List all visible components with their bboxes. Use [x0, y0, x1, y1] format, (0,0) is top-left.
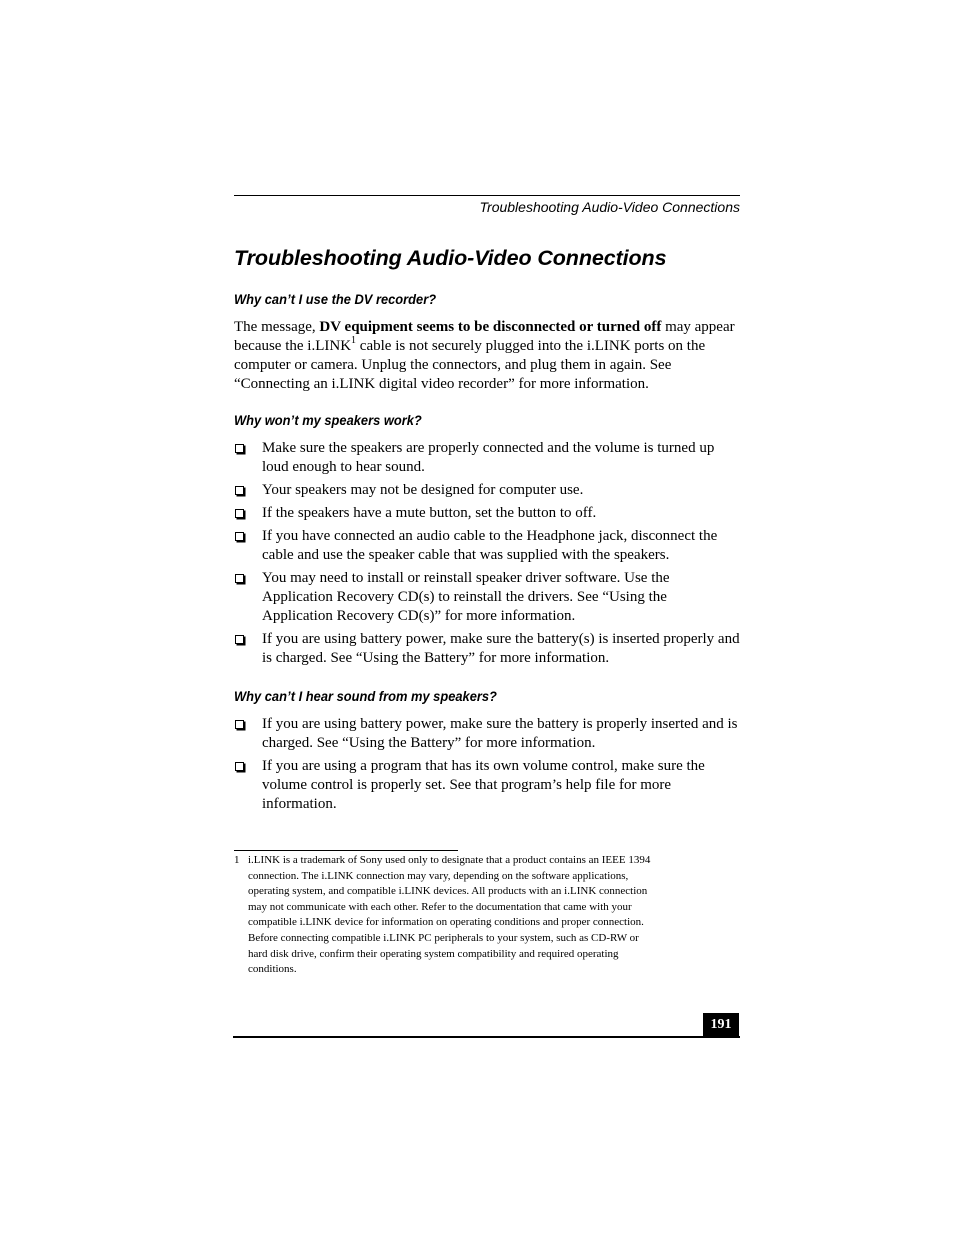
footnote-line: i.LINK is a trademark of Sony used only to designate that a product contains an IEEE 1394 — [248, 854, 651, 866]
paragraph-text-middle: may appear because the i.LINK — [234, 319, 735, 354]
running-header: Troubleshooting Audio-Video Connections — [479, 199, 740, 215]
checkbox-bullet-icon — [235, 509, 244, 518]
hear-sound-list — [234, 715, 740, 818]
page-number: 191 — [703, 1013, 739, 1037]
list-item: If you are using battery power, make sure the battery is properly inserted and is charged. See “Using the Battery” for more information. — [234, 715, 740, 753]
footnote — [234, 853, 714, 978]
checkbox-bullet-icon — [235, 486, 244, 495]
footnote-line: hard disk drive, confirm their operating system compatibility and required operating — [248, 947, 619, 960]
footnote-rule — [234, 850, 458, 851]
header-rule — [234, 195, 740, 196]
footnote-line: Before connecting compatible i.LINK PC peripherals to your system, such as CD-RW or — [248, 931, 639, 944]
dv-recorder-paragraph — [234, 318, 740, 394]
list-item: If you are using battery power, make sure the battery(s) is inserted properly and is charged. See “Using the Battery” for more information. — [234, 630, 740, 668]
footnote-text — [248, 853, 714, 978]
checkbox-bullet-icon — [235, 574, 244, 583]
footnote-line: connection. The i.LINK connection may vary, depending on the software applications, — [248, 869, 629, 882]
section-heading-hear-sound: Why can’t I hear sound from my speakers? — [234, 688, 497, 704]
list-item: You may need to install or reinstall speaker driver software. Use the Application Recovery CD(s) to reinstall the drivers. See “Using the Application Recovery CD(s)” for more information. — [234, 569, 740, 626]
page-title: Troubleshooting Audio-Video Connections — [234, 246, 667, 270]
checkbox-bullet-icon — [235, 762, 244, 771]
list-item: If you have connected an audio cable to the Headphone jack, disconnect the cable and use the speaker cable that was supplied with the speakers. — [234, 527, 740, 565]
footnote-line: may not communicate with each other. Refer to the documentation that came with your — [248, 900, 632, 913]
speakers-work-list — [234, 439, 740, 672]
checkbox-bullet-icon — [235, 720, 244, 729]
footnote-number: 1 — [234, 854, 240, 866]
list-item: Make sure the speakers are properly connected and the volume is turned up loud enough to hear sound. — [234, 439, 740, 477]
footnote-line: compatible i.LINK device for information on operating conditions and proper connection. — [248, 916, 644, 929]
section-heading-dv-recorder: Why can’t I use the DV recorder? — [234, 291, 437, 307]
paragraph-text-before: The message, — [234, 319, 320, 335]
footnote-line: conditions. — [248, 963, 297, 976]
list-item: Your speakers may not be designed for computer use. — [234, 481, 740, 500]
list-item: If you are using a program that has its own volume control, make sure the volume control is properly set. See that program’s help file for more information. — [234, 757, 740, 814]
checkbox-bullet-icon — [235, 444, 244, 453]
footnote-line: operating system, and compatible i.LINK devices. All products with an i.LINK connection — [248, 885, 648, 898]
list-item: If the speakers have a mute button, set the button to off. — [234, 504, 740, 523]
footnote-reference: 1 — [351, 335, 357, 346]
paragraph-text-after: cable is not securely plugged into the i.LINK ports on the computer or camera. Unplug the connectors, and plug them in again. See “Connecting an i.LINK digital video recorder” for more information. — [234, 338, 706, 392]
footer-rule — [233, 1036, 740, 1038]
checkbox-bullet-icon — [235, 532, 244, 541]
checkbox-bullet-icon — [235, 635, 244, 644]
section-heading-speakers-work: Why won’t my speakers work? — [234, 412, 422, 428]
dv-error-message: DV equipment seems to be disconnected or turned off — [319, 319, 662, 335]
